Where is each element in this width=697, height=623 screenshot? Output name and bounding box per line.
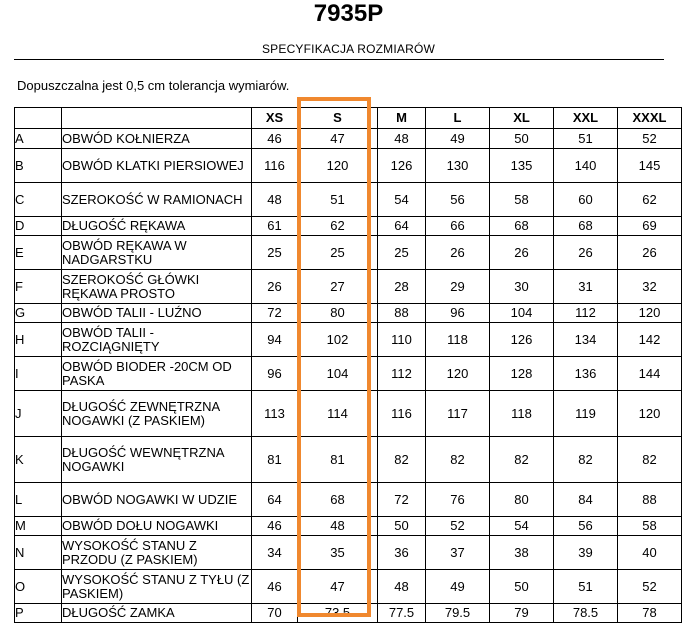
measurement-name-cell: OBWÓD BIODER -20CM OD PASKA — [62, 357, 252, 391]
value-cell-xxl: 78.5 — [554, 604, 618, 623]
row-id-cell: O — [15, 570, 62, 604]
value-cell-xxl: 39 — [554, 536, 618, 570]
value-cell-xs: 72 — [252, 304, 298, 323]
measurement-name-cell: SZEROKOŚĆ GŁÓWKI RĘKAWA PROSTO — [62, 270, 252, 304]
value-cell-s: 62 — [298, 217, 378, 236]
value-cell-s: 68 — [298, 483, 378, 517]
value-cell-xxxl: 52 — [618, 129, 682, 149]
row-id-cell: N — [15, 536, 62, 570]
value-cell-s: 102 — [298, 323, 378, 357]
value-cell-xs: 61 — [252, 217, 298, 236]
measurement-name-cell: OBWÓD TALII - LUŹNO — [62, 304, 252, 323]
value-cell-xxxl: 26 — [618, 236, 682, 270]
value-cell-xl: 126 — [490, 323, 554, 357]
value-cell-xl: 54 — [490, 517, 554, 536]
size-header-xxl: XXL — [554, 108, 618, 129]
measurement-name-cell: DŁUGOŚĆ RĘKAWA — [62, 217, 252, 236]
value-cell-xxl: 140 — [554, 149, 618, 183]
value-cell-xxl: 112 — [554, 304, 618, 323]
value-cell-xxl: 119 — [554, 391, 618, 437]
value-cell-m: 28 — [378, 270, 426, 304]
row-id-cell: L — [15, 483, 62, 517]
value-cell-xxxl: 142 — [618, 323, 682, 357]
value-cell-m: 36 — [378, 536, 426, 570]
table-row — [15, 323, 682, 357]
value-cell-s: 80 — [298, 304, 378, 323]
size-header-s: S — [298, 108, 378, 129]
row-id-cell: C — [15, 183, 62, 217]
value-cell-xl: 38 — [490, 536, 554, 570]
value-cell-l: 49 — [426, 570, 490, 604]
value-cell-s: 48 — [298, 517, 378, 536]
value-cell-s: 104 — [298, 357, 378, 391]
table-row — [15, 517, 682, 536]
table-row — [15, 217, 682, 236]
row-id-cell: M — [15, 517, 62, 536]
value-cell-l: 49 — [426, 129, 490, 149]
value-cell-xxxl: 145 — [618, 149, 682, 183]
value-cell-l: 29 — [426, 270, 490, 304]
value-cell-xxl: 136 — [554, 357, 618, 391]
size-header-l: L — [426, 108, 490, 129]
value-cell-l: 118 — [426, 323, 490, 357]
table-row — [15, 391, 682, 437]
row-id-cell: H — [15, 323, 62, 357]
value-cell-xs: 94 — [252, 323, 298, 357]
table-row — [15, 129, 682, 149]
value-cell-xxl: 68 — [554, 217, 618, 236]
value-cell-xxl: 31 — [554, 270, 618, 304]
value-cell-s: 47 — [298, 129, 378, 149]
size-header-xs: XS — [252, 108, 298, 129]
value-cell-xs: 48 — [252, 183, 298, 217]
value-cell-l: 117 — [426, 391, 490, 437]
measurement-name-cell: OBWÓD TALII - ROZCIĄGNIĘTY — [62, 323, 252, 357]
table-row — [15, 536, 682, 570]
value-cell-xl: 82 — [490, 437, 554, 483]
value-cell-xl: 58 — [490, 183, 554, 217]
value-cell-s: 47 — [298, 570, 378, 604]
value-cell-xl: 104 — [490, 304, 554, 323]
header-divider — [14, 59, 664, 60]
tolerance-note: Dopuszczalna jest 0,5 cm tolerancja wymiarów. — [17, 78, 290, 93]
value-cell-m: 54 — [378, 183, 426, 217]
value-cell-s: 51 — [298, 183, 378, 217]
value-cell-xxxl: 52 — [618, 570, 682, 604]
size-header-xl: XL — [490, 108, 554, 129]
value-cell-xxl: 51 — [554, 570, 618, 604]
table-row — [15, 149, 682, 183]
row-id-cell: F — [15, 270, 62, 304]
value-cell-xl: 118 — [490, 391, 554, 437]
size-header-m: M — [378, 108, 426, 129]
measurement-name-cell: OBWÓD DOŁU NOGAWKI — [62, 517, 252, 536]
table-row — [15, 183, 682, 217]
value-cell-xs: 64 — [252, 483, 298, 517]
value-cell-xs: 25 — [252, 236, 298, 270]
row-id-cell: D — [15, 217, 62, 236]
value-cell-m: 25 — [378, 236, 426, 270]
header-id-cell — [15, 108, 62, 129]
value-cell-l: 130 — [426, 149, 490, 183]
value-cell-l: 96 — [426, 304, 490, 323]
value-cell-xs: 46 — [252, 517, 298, 536]
value-cell-xl: 68 — [490, 217, 554, 236]
value-cell-xs: 116 — [252, 149, 298, 183]
value-cell-xxxl: 40 — [618, 536, 682, 570]
table-row — [15, 304, 682, 323]
row-id-cell: A — [15, 129, 62, 149]
measurement-name-cell: OBWÓD KLATKI PIERSIOWEJ — [62, 149, 252, 183]
row-id-cell: P — [15, 604, 62, 623]
table-row — [15, 604, 682, 623]
value-cell-m: 110 — [378, 323, 426, 357]
value-cell-xl: 30 — [490, 270, 554, 304]
value-cell-s: 120 — [298, 149, 378, 183]
value-cell-xxxl: 82 — [618, 437, 682, 483]
value-cell-m: 77.5 — [378, 604, 426, 623]
page-subtitle: SPECYFIKACJA ROZMIARÓW — [261, 42, 436, 56]
value-cell-l: 26 — [426, 236, 490, 270]
row-id-cell: E — [15, 236, 62, 270]
value-cell-xl: 50 — [490, 570, 554, 604]
value-cell-xxl: 134 — [554, 323, 618, 357]
value-cell-xxxl: 144 — [618, 357, 682, 391]
value-cell-xxl: 82 — [554, 437, 618, 483]
value-cell-m: 64 — [378, 217, 426, 236]
value-cell-s: 73.5 — [298, 604, 378, 623]
table-row — [15, 437, 682, 483]
value-cell-l: 66 — [426, 217, 490, 236]
measurement-name-cell: WYSOKOŚĆ STANU Z PRZODU (Z PASKIEM) — [62, 536, 252, 570]
measurement-name-cell: SZEROKOŚĆ W RAMIONACH — [62, 183, 252, 217]
header-name-cell — [62, 108, 252, 129]
measurement-name-cell: OBWÓD RĘKAWA W NADGARSTKU — [62, 236, 252, 270]
value-cell-m: 50 — [378, 517, 426, 536]
size-spec-table — [14, 107, 682, 623]
value-cell-s: 25 — [298, 236, 378, 270]
value-cell-xxxl: 69 — [618, 217, 682, 236]
value-cell-xs: 34 — [252, 536, 298, 570]
value-cell-xxxl: 120 — [618, 391, 682, 437]
value-cell-l: 76 — [426, 483, 490, 517]
value-cell-xxxl: 120 — [618, 304, 682, 323]
value-cell-xxxl: 62 — [618, 183, 682, 217]
value-cell-xs: 70 — [252, 604, 298, 623]
value-cell-m: 82 — [378, 437, 426, 483]
value-cell-s: 35 — [298, 536, 378, 570]
value-cell-l: 52 — [426, 517, 490, 536]
row-id-cell: I — [15, 357, 62, 391]
value-cell-xxxl: 78 — [618, 604, 682, 623]
value-cell-xxxl: 58 — [618, 517, 682, 536]
value-cell-xs: 26 — [252, 270, 298, 304]
value-cell-xl: 50 — [490, 129, 554, 149]
value-cell-s: 114 — [298, 391, 378, 437]
measurement-name-cell: DŁUGOŚĆ ZEWNĘTRZNA NOGAWKI (Z PASKIEM) — [62, 391, 252, 437]
value-cell-l: 37 — [426, 536, 490, 570]
row-id-cell: K — [15, 437, 62, 483]
table-row — [15, 570, 682, 604]
value-cell-s: 27 — [298, 270, 378, 304]
value-cell-m: 72 — [378, 483, 426, 517]
value-cell-l: 120 — [426, 357, 490, 391]
value-cell-xl: 135 — [490, 149, 554, 183]
value-cell-l: 82 — [426, 437, 490, 483]
value-cell-xs: 96 — [252, 357, 298, 391]
measurement-name-cell: WYSOKOŚĆ STANU Z TYŁU (Z PASKIEM) — [62, 570, 252, 604]
value-cell-xs: 81 — [252, 437, 298, 483]
value-cell-m: 48 — [378, 129, 426, 149]
value-cell-xxl: 84 — [554, 483, 618, 517]
table-header-row — [15, 108, 682, 129]
measurement-name-cell: DŁUGOŚĆ ZAMKA — [62, 604, 252, 623]
value-cell-xl: 80 — [490, 483, 554, 517]
size-header-xxxl: XXXL — [618, 108, 682, 129]
value-cell-xxxl: 88 — [618, 483, 682, 517]
value-cell-m: 116 — [378, 391, 426, 437]
value-cell-xxl: 51 — [554, 129, 618, 149]
value-cell-xl: 128 — [490, 357, 554, 391]
value-cell-xs: 113 — [252, 391, 298, 437]
value-cell-xxl: 56 — [554, 517, 618, 536]
value-cell-xxl: 60 — [554, 183, 618, 217]
value-cell-l: 56 — [426, 183, 490, 217]
value-cell-m: 112 — [378, 357, 426, 391]
table-row — [15, 357, 682, 391]
measurement-name-cell: OBWÓD KOŁNIERZA — [62, 129, 252, 149]
value-cell-m: 126 — [378, 149, 426, 183]
row-id-cell: J — [15, 391, 62, 437]
value-cell-m: 48 — [378, 570, 426, 604]
value-cell-m: 88 — [378, 304, 426, 323]
row-id-cell: G — [15, 304, 62, 323]
value-cell-xl: 79 — [490, 604, 554, 623]
product-code-title: 7935P — [313, 0, 384, 27]
value-cell-xs: 46 — [252, 129, 298, 149]
value-cell-xxxl: 32 — [618, 270, 682, 304]
table-row — [15, 270, 682, 304]
measurement-name-cell: DŁUGOŚĆ WEWNĘTRZNA NOGAWKI — [62, 437, 252, 483]
value-cell-l: 79.5 — [426, 604, 490, 623]
value-cell-s: 81 — [298, 437, 378, 483]
value-cell-xl: 26 — [490, 236, 554, 270]
table-row — [15, 483, 682, 517]
table-row — [15, 236, 682, 270]
measurement-name-cell: OBWÓD NOGAWKI W UDZIE — [62, 483, 252, 517]
value-cell-xs: 46 — [252, 570, 298, 604]
value-cell-xxl: 26 — [554, 236, 618, 270]
row-id-cell: B — [15, 149, 62, 183]
